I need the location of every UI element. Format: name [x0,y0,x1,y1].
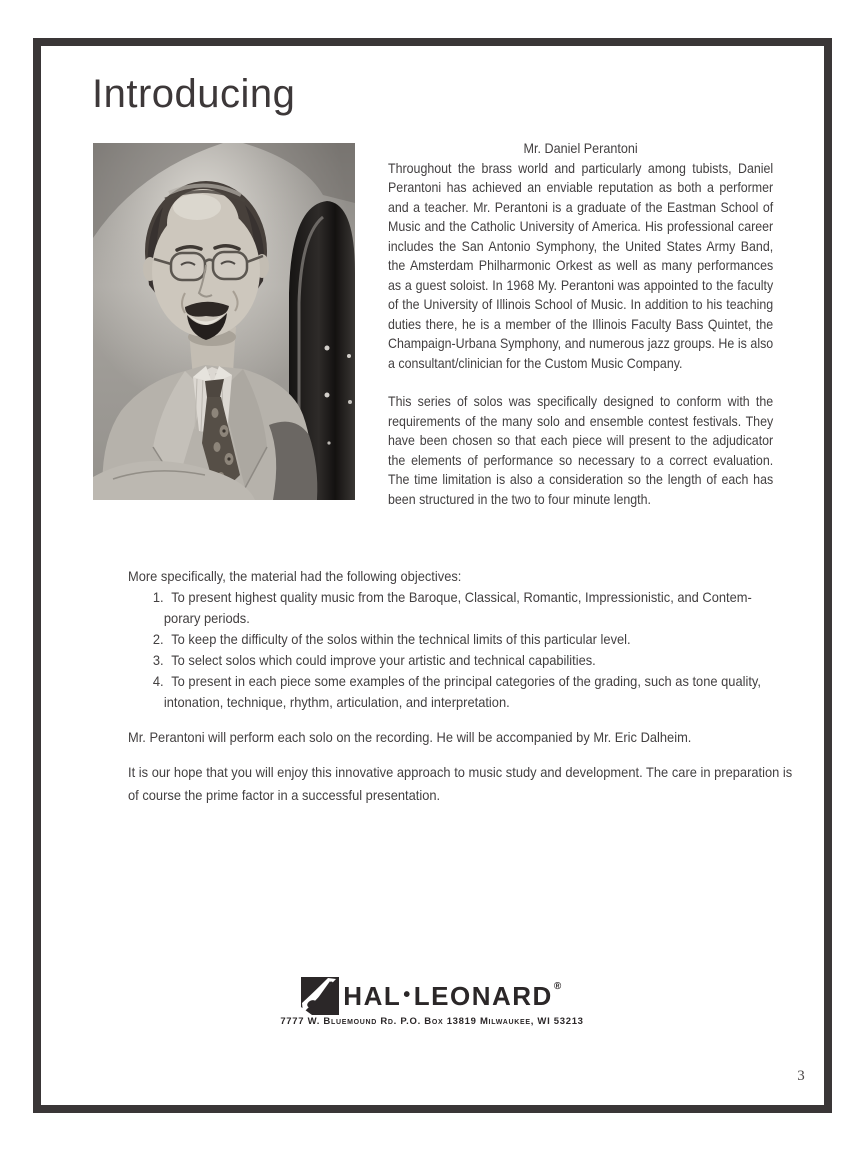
objective-text: To select solos which could improve your artistic and technical capabilities. [171,652,596,668]
registered-trademark-symbol: ® [553,981,563,992]
objective-text-wrap: porary periods. [163,610,250,626]
publisher-name-hal: HAL [343,981,402,1011]
objective-number: 2. [152,631,164,647]
closing-paragraph-1: Mr. Perantoni will perform each solo on the recording. He will be accompanied by Mr. Eric Dalheim. [128,729,692,745]
page-title: Introducing [92,72,296,116]
portrait-photo [93,143,355,500]
objective-text: To present highest quality music from the Baroque, Classical, Romantic, Impressionistic, and Contem- [171,589,752,605]
publisher-logo-block [0,977,864,1027]
objective-item-3 [153,650,792,671]
closing-paragraph-2: It is our hope that you will enjoy this innovative approach to music study and development. The care in preparation is of course the prime factor in a successful presentation. [128,764,793,803]
portrait-illustration [93,143,355,500]
objective-item-1 [153,587,792,629]
objective-item-2 [153,629,792,650]
objective-number: 4. [152,673,164,689]
objective-number: 3. [152,652,164,668]
objective-text-wrap: intonation, technique, rhythm, articulation, and interpretation. [163,694,510,710]
publisher-address: 7777 W. Bluemound Rd. P.O. Box 13819 Milwaukee, WI 53213 [280,1016,584,1027]
publisher-bullet: • [403,984,412,1006]
publisher-logo-row [301,977,562,1015]
bio-heading: Mr. Daniel Perantoni [523,140,638,156]
objective-text: To keep the difficulty of the solos within the technical limits of this particular level. [171,631,631,647]
bio-paragraph-1: Throughout the brass world and particularly among tubists, Daniel Perantoni has achieved an enviable reputation as both a performer and a teacher. Mr. Perantoni is a graduate of the Eastman School of Music and the Catholic University of America. His professional career includes the San Antonio Symphony, the United States Army Band, the Amsterdam Philharmonic Orkest as well as many performances as a guest soloist. In 1968 My. Perantoni was appointed to the faculty of the University of Illinois School of Music. In addition to his teaching duties there, he is a member of the Illinois Faculty Bass Quintet, the Champaign-Urbana Symphony, and numerous jazz groups. He is also a consultant/clinician for the Custom Music Company. [388,160,774,371]
biography-column [388,139,773,509]
objectives-section [128,566,792,807]
hal-leonard-mark-icon [301,977,339,1015]
objective-item-4 [153,671,792,713]
publisher-name-leonard: LEONARD [413,981,553,1011]
bio-paragraph-2: This series of solos was specifically designed to conform with the requirements of the many solo and ensemble contest festivals. They have been chosen so that each piece will present to the adjudicator the elements of performance so necessary to a correct evaluation. The time limitation is also a consideration so the length of each has been structured in the two to four minute length. [388,394,774,507]
publisher-name [343,977,562,1015]
page-number: 3 [797,1068,805,1084]
objectives-intro: More specifically, the material had the following objectives: [128,568,462,584]
objective-number: 1. [152,589,164,605]
objective-text: To present in each piece some examples of the principal categories of the grading, such as tone quality, [171,673,761,689]
